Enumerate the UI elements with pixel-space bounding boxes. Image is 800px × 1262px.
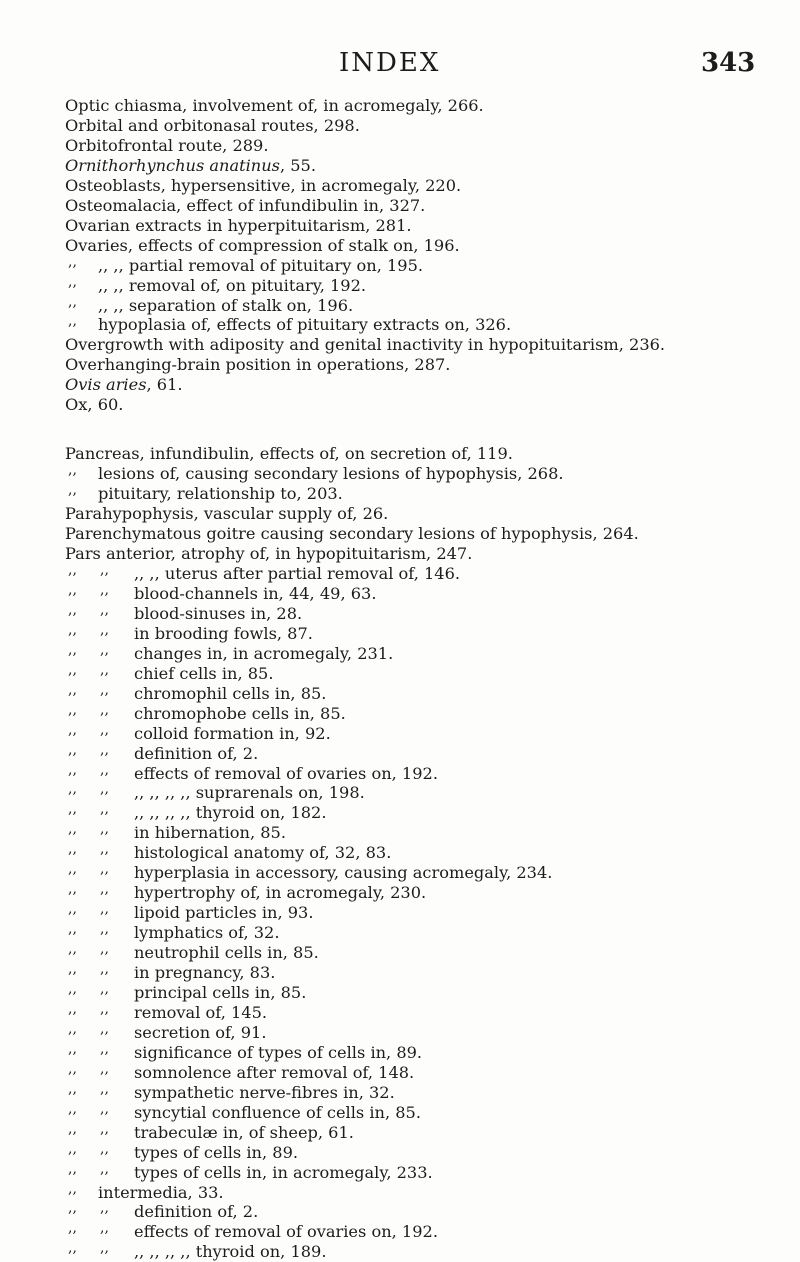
ditto-mark: ,, [100,661,109,678]
ditto-mark: ,, [68,941,77,958]
ditto-mark: ,, [68,861,77,878]
index-subentry [0,721,800,744]
ditto-mark: ,, [68,781,77,798]
running-title: INDEX [339,48,441,78]
index-subentry [0,464,800,484]
ditto-mark: ,, [100,1060,109,1077]
entry-text: Ornithorhynchus anatinus, 55. [65,155,317,175]
entry-text: ,, ,, separation of stalk on, 196. [98,295,354,315]
entry-text: secretion of, 91. [134,1022,267,1042]
entry-text: histological anatomy of, 32, 83. [134,843,392,863]
index-subentry [0,641,800,664]
index-subentry [0,1060,800,1083]
ditto-mark: ,, [100,941,109,958]
index-subentry [0,1040,800,1063]
entry-text: Osteoblasts, hypersensitive, in acromegaly, 220. [65,175,462,195]
ditto-mark: ,, [100,641,109,658]
index-subentry [0,903,800,923]
entry-text: significance of types of cells in, 89. [134,1042,423,1062]
entry-text: sympathetic nerve-fibres in, 32. [134,1082,395,1102]
index-subentry [0,661,800,684]
entry-text: definition of, 2. [134,1202,259,1222]
ditto-mark: ,, [68,681,77,698]
ditto-mark: ,, [100,781,109,798]
entry-text: colloid formation in, 92. [134,723,331,743]
ditto-mark: ,, [68,761,77,778]
ditto-mark: ,, [100,921,109,938]
ditto-mark: ,, [68,1100,77,1117]
entry-text: trabeculæ in, of sheep, 61. [134,1122,354,1142]
ditto-mark: ,, [100,961,109,978]
ditto-mark: ,, [68,1040,77,1057]
ditto-mark: ,, [68,1220,77,1237]
entry-text: lipoid particles in, 93. [134,903,314,923]
entry-text: removal of, 145. [134,1002,268,1022]
entry-text: Ovarian extracts in hyperpituitarism, 281. [65,215,412,235]
index-subentry [0,761,800,784]
ditto-mark: ,, [68,273,77,290]
index-subentry [0,293,800,316]
ditto-mark: ,, [100,1120,109,1137]
index-subentry [0,1080,800,1103]
entry-text: hypoplasia of, effects of pituitary extracts on, 326. [98,315,512,335]
index-subentry [0,843,800,863]
ditto-mark: ,, [68,641,77,658]
ditto-mark: ,, [68,821,77,838]
index-subentry [0,315,800,335]
ditto-mark: ,, [100,801,109,818]
ditto-mark: ,, [100,1160,109,1177]
ditto-mark: ,, [100,901,109,918]
entry-text: blood-channels in, 44, 49, 63. [134,583,377,603]
index-subentry [0,273,800,296]
ditto-mark: ,, [100,1240,109,1257]
ditto-mark: ,, [68,901,77,918]
ditto-mark: ,, [100,561,109,578]
index-subentry [0,601,800,624]
ditto-mark: ,, [100,601,109,618]
page-header [0,38,800,78]
entry-text: Ovis aries, 61. [65,375,183,395]
index-entry [0,156,800,176]
ditto-mark: ,, [68,621,77,638]
entry-text: lesions of, causing secondary lesions of hypophysis, 268. [98,464,564,484]
index-subentry [0,581,800,604]
ditto-mark: ,, [68,921,77,938]
index-entry [0,236,800,256]
ditto-mark: ,, [100,1080,109,1097]
ditto-mark: ,, [68,741,77,758]
index-subentry [0,1202,800,1222]
entry-text: hyperplasia in accessory, causing acromegaly, 234. [134,863,553,883]
index-entry [0,375,800,395]
index-list [0,96,800,1262]
ditto-mark: ,, [68,1000,77,1017]
index-entry [0,176,800,196]
ditto-mark: ,, [68,462,77,479]
ditto-mark: ,, [100,1200,109,1217]
entry-text: changes in, in acromegaly, 231. [134,643,394,663]
index-entry [0,335,800,355]
ditto-mark: ,, [68,1060,77,1077]
ditto-mark: ,, [68,980,77,997]
section-gap [0,415,800,444]
index-subentry [0,484,800,504]
entry-text: Orbitofrontal route, 289. [65,135,269,155]
ditto-mark: ,, [100,1040,109,1057]
ditto-mark: ,, [68,1200,77,1217]
index-entry [0,504,800,524]
entry-text: hypertrophy of, in acromegaly, 230. [134,883,427,903]
ditto-mark: ,, [68,1120,77,1137]
ditto-mark: ,, [100,1140,109,1157]
ditto-mark: ,, [68,961,77,978]
index-subentry [0,783,800,803]
ditto-mark: ,, [68,701,77,718]
entry-text: types of cells in, 89. [134,1142,299,1162]
entry-text: Overhanging-brain position in operations, 287. [65,355,451,375]
ditto-mark: ,, [100,1100,109,1117]
ditto-mark: ,, [100,881,109,898]
index-subentry [0,1000,800,1023]
ditto-mark: ,, [100,1000,109,1017]
index-entry [0,355,800,375]
ditto-mark: ,, [100,621,109,638]
index-subentry [0,561,800,584]
ditto-mark: ,, [68,601,77,618]
ditto-mark: ,, [68,721,77,738]
entry-text: somnolence after removal of, 148. [134,1062,415,1082]
ditto-mark: ,, [100,841,109,858]
entry-text: Ox, 60. [65,395,124,415]
index-subentry [0,741,800,764]
entry-text: ,, ,, ,, ,, suprarenals on, 198. [134,783,365,803]
index-subentry [0,883,800,903]
index-subentry [0,1100,800,1123]
entry-text: syncytial confluence of cells in, 85. [134,1102,421,1122]
entry-text: Optic chiasma, involvement of, in acromegaly, 266. [65,96,484,115]
ditto-mark: ,, [68,1080,77,1097]
index-subentry [0,1160,800,1183]
index-entry [0,136,800,156]
ditto-mark: ,, [68,1160,77,1177]
index-subentry [0,1120,800,1143]
ditto-mark: ,, [68,1240,77,1257]
index-subentry [0,923,800,943]
index-subentry [0,980,800,1003]
entry-text: types of cells in, in acromegaly, 233. [134,1162,433,1182]
index-subentry [0,681,800,704]
index-subentry [0,963,800,983]
index-entry [0,444,800,464]
index-subentry [0,1222,800,1242]
ditto-mark: ,, [100,821,109,838]
entry-text: neutrophil cells in, 85. [134,943,319,963]
entry-text: effects of removal of ovaries on, 192. [134,1222,438,1242]
ditto-mark: ,, [68,482,77,499]
index-entry [0,196,800,216]
index-subentry [0,943,800,963]
index-subentry [0,863,800,883]
ditto-mark: ,, [68,1180,77,1197]
index-entry [0,544,800,564]
index-entry [0,216,800,236]
ditto-mark: ,, [68,253,77,270]
ditto-mark: ,, [68,801,77,818]
entry-text: Ovaries, effects of compression of stalk on, 196. [65,235,460,255]
entry-text: definition of, 2. [134,743,259,763]
index-entry [0,96,800,116]
ditto-mark: ,, [68,293,77,310]
entry-text: effects of removal of ovaries on, 192. [134,763,438,783]
index-entry [0,395,800,415]
entry-text: chief cells in, 85. [134,663,274,683]
index-subentry [0,803,800,823]
ditto-mark: ,, [100,761,109,778]
ditto-mark: ,, [100,581,109,598]
entry-text: ,, ,, removal of, on pituitary, 192. [98,275,367,295]
entry-text: pituitary, relationship to, 203. [98,484,343,504]
entry-text: Overgrowth with adiposity and genital inactivity in hypopituitarism, 236. [65,335,666,355]
entry-text: chromophobe cells in, 85. [134,703,346,723]
entry-text: chromophil cells in, 85. [134,683,327,703]
ditto-mark: ,, [100,741,109,758]
ditto-mark: ,, [68,313,77,330]
index-subentry [0,621,800,644]
index-subentry [0,1242,800,1262]
ditto-mark: ,, [100,1020,109,1037]
entry-text: lymphatics of, 32. [134,923,280,943]
ditto-mark: ,, [100,721,109,738]
ditto-mark: ,, [100,861,109,878]
index-subentry [0,1140,800,1163]
ditto-mark: ,, [100,1220,109,1237]
ditto-mark: ,, [68,841,77,858]
entry-text: Orbital and orbitonasal routes, 298. [65,115,360,135]
index-subentry [0,1020,800,1043]
index-entry [0,524,800,544]
ditto-mark: ,, [68,561,77,578]
entry-text: ,, ,, partial removal of pituitary on, 195. [98,255,424,275]
entry-text: Parenchymatous goitre causing secondary lesions of hypophysis, 264. [65,524,639,544]
index-entry [0,116,800,136]
ditto-mark: ,, [68,1020,77,1037]
entry-text: Pars anterior, atrophy of, in hypopituitarism, 247. [65,544,473,564]
ditto-mark: ,, [100,701,109,718]
index-subentry [0,823,800,843]
entry-text: intermedia, 33. [98,1182,224,1202]
page-number: 343 [701,48,756,78]
entry-text: in brooding fowls, 87. [134,623,313,643]
ditto-mark: ,, [100,980,109,997]
entry-text: blood-sinuses in, 28. [134,603,303,623]
entry-text: ,, ,, ,, ,, thyroid on, 189. [134,1242,327,1262]
entry-text: Osteomalacia, effect of infundibulin in, 327. [65,195,426,215]
entry-text: Pancreas, infundibulin, effects of, on secretion of, 119. [65,444,513,464]
ditto-mark: ,, [100,681,109,698]
entry-text: in pregnancy, 83. [134,963,276,983]
index-subentry [0,1180,800,1203]
entry-text: Parahypophysis, vascular supply of, 26. [65,504,389,524]
index-subentry [0,253,800,276]
index-subentry [0,701,800,724]
entry-text: principal cells in, 85. [134,982,307,1002]
ditto-mark: ,, [68,1140,77,1157]
entry-text: in hibernation, 85. [134,823,286,843]
ditto-mark: ,, [68,881,77,898]
entry-text: ,, ,, uterus after partial removal of, 146. [134,563,461,583]
ditto-mark: ,, [68,581,77,598]
entry-text: ,, ,, ,, ,, thyroid on, 182. [134,803,327,823]
ditto-mark: ,, [68,661,77,678]
